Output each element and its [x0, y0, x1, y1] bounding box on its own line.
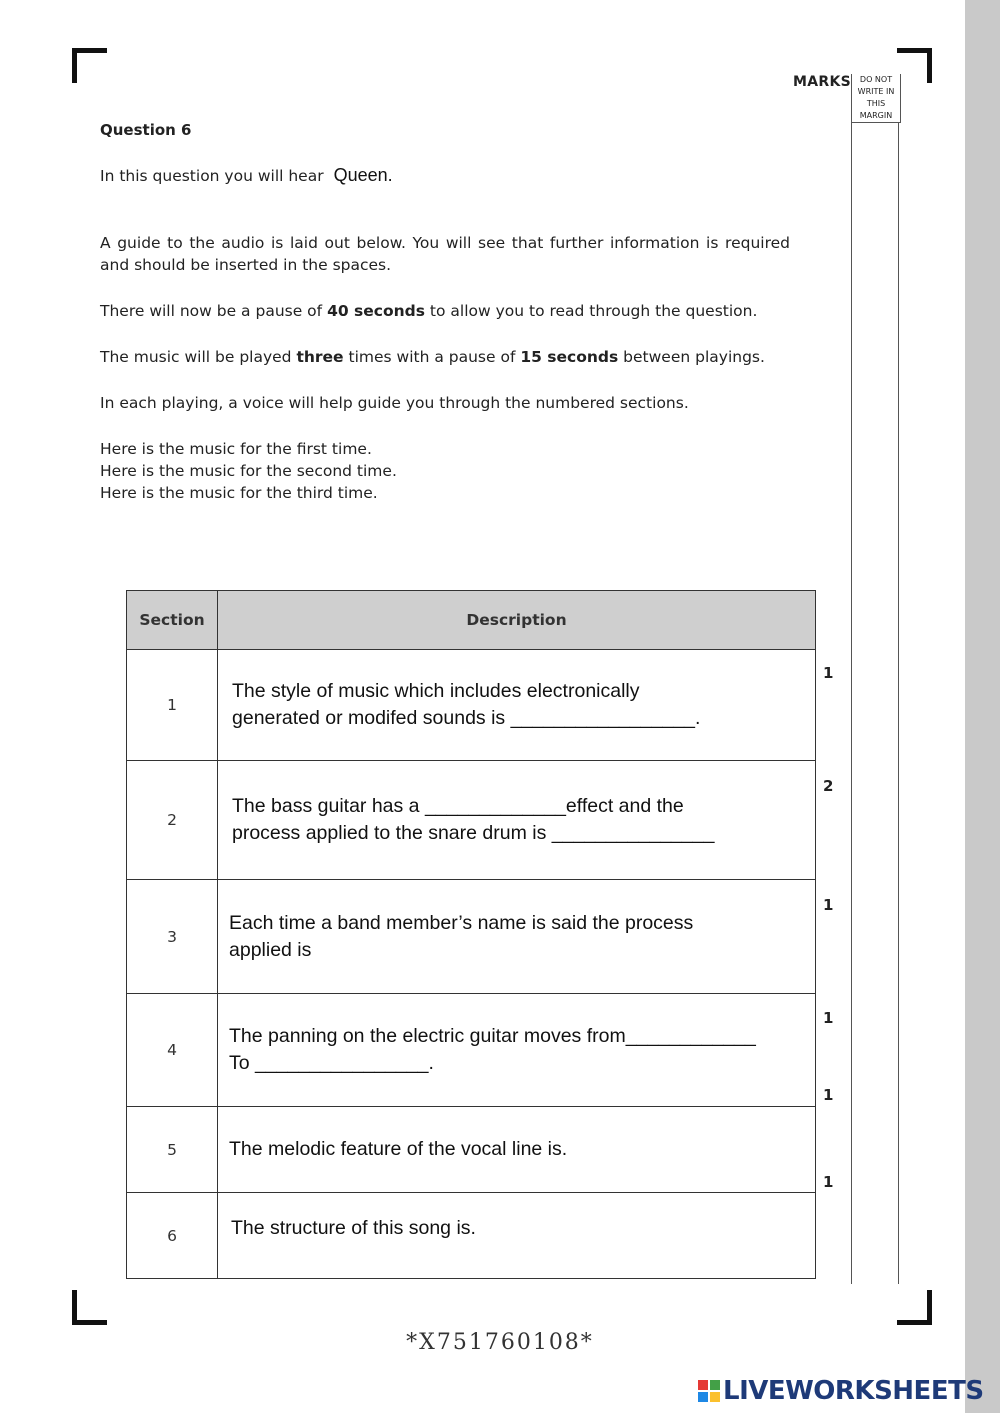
played-text-mid: times with a pause of	[343, 348, 521, 366]
margin-column-right-rule	[898, 122, 899, 1284]
description-cell[interactable]	[218, 880, 816, 994]
artist-answer[interactable]: Queen.	[333, 165, 393, 185]
section-number: 6	[127, 1193, 218, 1279]
mark-value: 1	[823, 1009, 834, 1027]
section-header: Section	[127, 591, 218, 650]
table-row	[127, 761, 816, 880]
question-table	[126, 590, 816, 1279]
margin-note-line: WRITE IN	[857, 87, 895, 96]
mark-value: 2	[823, 777, 834, 795]
played-text-end: between playings.	[618, 348, 765, 366]
margin-note-line: DO NOT	[859, 75, 893, 84]
liveworksheets-icon	[698, 1380, 720, 1402]
play-line: Here is the music for the third time.	[100, 484, 378, 502]
section-number: 2	[127, 761, 218, 880]
table-row	[127, 880, 816, 994]
description-line: The style of music which includes electronically	[232, 680, 640, 702]
description-cell[interactable]	[218, 994, 816, 1107]
plays-paragraph	[100, 438, 790, 504]
description-line: To ________________.	[229, 1052, 434, 1074]
marks-label: MARKS	[793, 74, 851, 90]
play-count: three	[296, 348, 344, 366]
mark-value: 1	[823, 896, 834, 914]
table-row	[127, 650, 816, 761]
description-line: The melodic feature of the vocal line is.	[229, 1138, 568, 1160]
description-line: The structure of this song is.	[231, 1217, 476, 1239]
mark-value: 1	[823, 664, 834, 682]
section-number: 1	[127, 650, 218, 761]
description-cell[interactable]	[218, 761, 816, 880]
played-text: The music will be played	[100, 348, 297, 366]
description-line: process applied to the snare drum is _______________	[232, 822, 715, 844]
question-title: Question 6	[100, 121, 192, 139]
margin-column-left-rule	[851, 122, 852, 1284]
crop-mark-bottom-left	[72, 1290, 107, 1325]
margin-note	[851, 74, 901, 123]
description-line: The panning on the electric guitar moves from____________	[229, 1025, 756, 1047]
description-line: applied is	[229, 938, 312, 961]
guide-paragraph: A guide to the audio is laid out below. You will see that further information is required and should be inserted in the spaces.	[100, 234, 790, 274]
pause-paragraph	[100, 300, 790, 322]
play-line: Here is the music for the first time.	[100, 440, 372, 458]
description-header: Description	[218, 591, 816, 650]
description-line: generated or modifed sounds is _________________.	[232, 707, 701, 729]
crop-mark-top-left	[72, 48, 107, 83]
voice-paragraph: In each playing, a voice will help guide you through the numbered sections.	[100, 394, 689, 412]
description-cell[interactable]	[218, 650, 816, 761]
description-line: The bass guitar has a _____________effect and the	[232, 795, 684, 817]
intro-text: In this question you will hear	[100, 167, 324, 185]
section-number: 4	[127, 994, 218, 1107]
margin-note-line: MARGIN	[859, 111, 893, 120]
table-header-row	[127, 591, 816, 650]
description-cell[interactable]	[218, 1193, 816, 1279]
table-row	[127, 994, 816, 1107]
description-line: Each time a band member’s name is said the process	[229, 911, 694, 934]
pause-text: There will now be a pause of	[100, 302, 328, 320]
right-gray-strip	[965, 0, 1000, 1413]
table-row	[127, 1107, 816, 1193]
between-pause: 15 seconds	[520, 348, 619, 366]
description-cell[interactable]	[218, 1107, 816, 1193]
document-barcode-code: *X751760108*	[406, 1330, 594, 1355]
play-line: Here is the music for the second time.	[100, 462, 397, 480]
crop-mark-bottom-right	[897, 1290, 932, 1325]
logo-text: LIVEWORKSHEETS	[723, 1376, 984, 1406]
section-number: 3	[127, 880, 218, 994]
pause-duration: 40 seconds	[327, 302, 425, 320]
mark-value: 1	[823, 1086, 834, 1104]
crop-mark-top-right	[897, 48, 932, 83]
played-paragraph	[100, 346, 790, 368]
question-intro	[100, 165, 393, 186]
liveworksheets-logo[interactable]	[698, 1376, 984, 1406]
section-number: 5	[127, 1107, 218, 1193]
margin-note-line: THIS	[866, 99, 886, 108]
mark-value: 1	[823, 1173, 834, 1191]
pause-text-end: to allow you to read through the question.	[424, 302, 758, 320]
table-row	[127, 1193, 816, 1279]
